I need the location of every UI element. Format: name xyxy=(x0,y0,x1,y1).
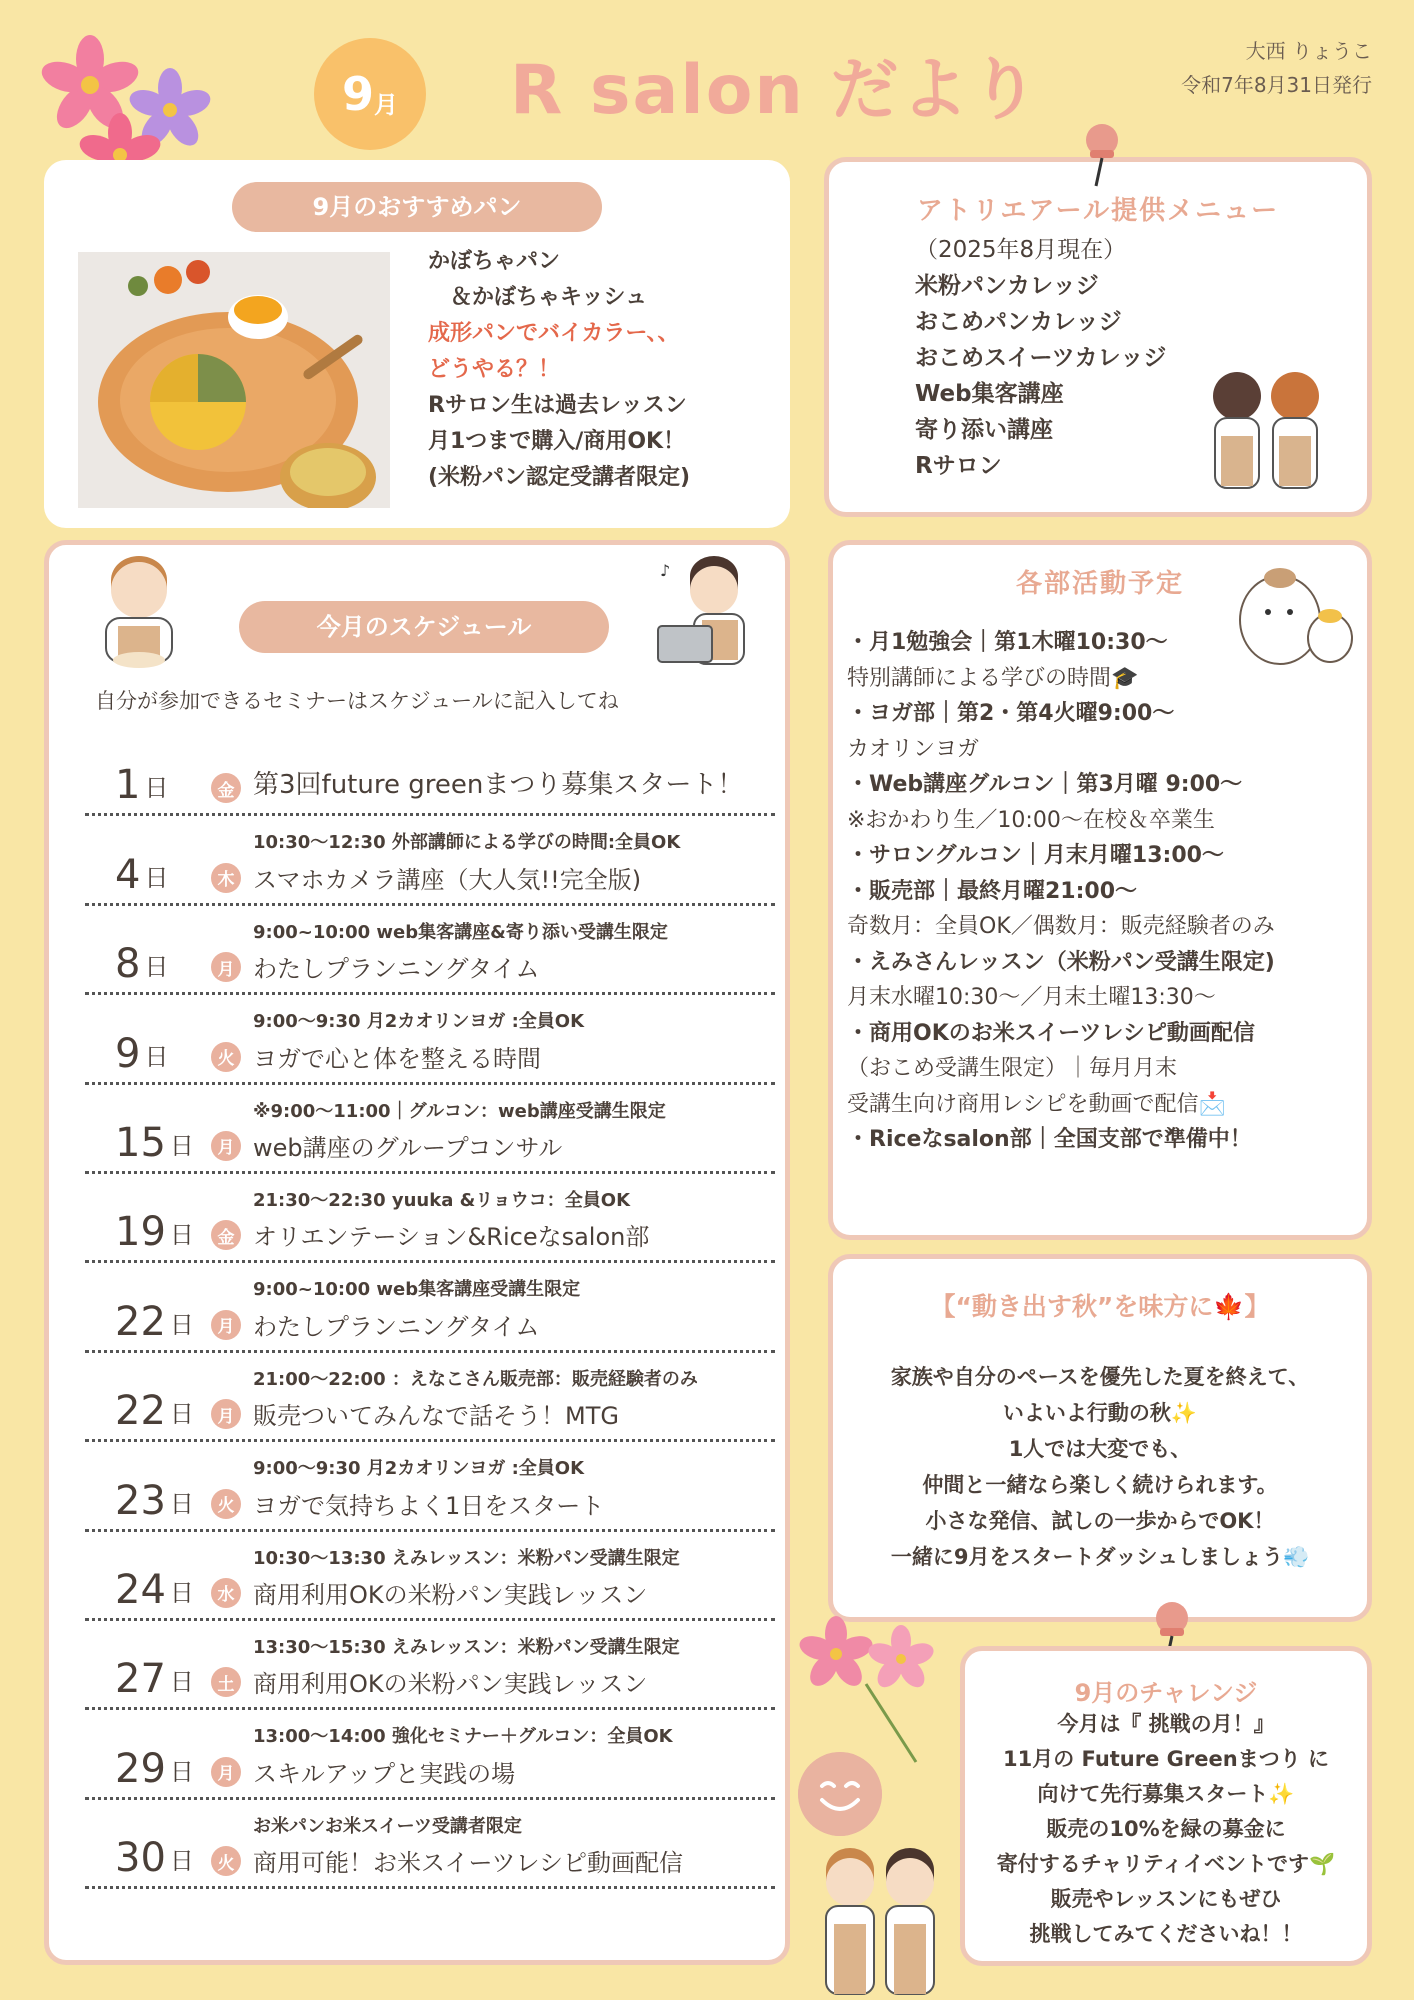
schedule-row xyxy=(85,1174,775,1263)
schedule-event-title: ヨガで心と体を整える時間 xyxy=(253,1044,541,1073)
autumn-message xyxy=(833,1359,1367,1575)
autumn-line: いよいよ行動の秋✨ xyxy=(1002,1401,1198,1425)
atelier-menu-list xyxy=(915,232,1166,484)
day-number: 22 xyxy=(115,1388,166,1435)
schedule-row xyxy=(85,1442,775,1531)
laptop-girl-illustration xyxy=(654,556,754,676)
bread-line: ＆かぼちゃキッシュ xyxy=(428,285,648,310)
day-number: 24 xyxy=(115,1566,166,1613)
smile-face-icon xyxy=(798,1752,882,1836)
activity-line: （おこめ受講生限定）｜毎月月末 xyxy=(847,1056,1178,1081)
schedule-row xyxy=(85,1263,775,1352)
day-unit: 日 xyxy=(169,1131,194,1160)
schedule-time-detail: お米パンお米スイーツ受講者限定 xyxy=(253,1815,522,1837)
challenge-heading: 9月のチャレンジ xyxy=(1074,1679,1258,1707)
autumn-line: 家族や自分のペースを優先した夏を終えて、 xyxy=(890,1365,1310,1389)
atelier-menu-item: Rサロン xyxy=(915,453,1002,479)
activity-line: 受講生向け商用レシピを動画で配信📩 xyxy=(847,1091,1226,1117)
schedule-event-title: オリエンテーション&Riceなsalon部 xyxy=(253,1223,650,1252)
weekday-badge: 土 xyxy=(211,1667,241,1697)
day-unit: 日 xyxy=(144,953,169,982)
atelier-menu-item: おこめスイーツカレッジ xyxy=(915,345,1167,371)
bread-description xyxy=(428,244,690,496)
day-number: 19 xyxy=(115,1209,166,1256)
activity-line: ・Riceなsalon部｜全国支部で準備中！ xyxy=(847,1127,1252,1152)
schedule-event-title: 第3回future greenまつり募集スタート！ xyxy=(253,770,744,801)
schedule-day xyxy=(115,1568,203,1612)
day-number: 15 xyxy=(115,1119,166,1166)
schedule-time-detail: 9:00~10:00 web集客講座&寄り添い受講生限定 xyxy=(253,921,668,943)
bread-line: どうやる？！ xyxy=(428,357,561,382)
schedule-row xyxy=(85,1085,775,1174)
weekday-badge: 月 xyxy=(211,1399,241,1429)
two-girls-illustration xyxy=(810,1840,950,2000)
challenge-line: 向けて先行募集スタート✨ xyxy=(1037,1782,1295,1806)
activity-line: ・サロングルコン｜月末月曜13:00〜 xyxy=(847,843,1224,868)
schedule-row xyxy=(85,1800,775,1889)
challenge-line: 11月の Future Greenまつり に xyxy=(1002,1747,1330,1771)
day-number: 27 xyxy=(115,1656,166,1703)
activities-heading: 各部活動予定 xyxy=(1015,569,1184,599)
autumn-line: 1人では大変でも、 xyxy=(1008,1437,1192,1461)
challenge-line: 販売やレッスンにもぜひ xyxy=(1050,1887,1282,1911)
schedule-day xyxy=(115,1479,203,1523)
schedule-time-detail: 13:30〜15:30 えみレッスン：米粉パン受講生限定 xyxy=(253,1636,680,1658)
weekday-badge: 金 xyxy=(211,773,241,803)
schedule-list xyxy=(85,727,775,1889)
schedule-day xyxy=(115,853,203,897)
day-number: 4 xyxy=(115,851,141,898)
schedule-heading: 今月のスケジュール xyxy=(239,601,609,653)
schedule-day xyxy=(115,1121,203,1165)
issue-date: 令和7年8月31日発行 xyxy=(1181,73,1372,97)
schedule-row xyxy=(85,1532,775,1621)
activity-line: ・月1勉強会｜第1木曜10:30〜 xyxy=(847,630,1168,655)
weekday-badge: 木 xyxy=(211,863,241,893)
schedule-time-detail: 9:00〜9:30 月2カオリンヨガ :全員OK xyxy=(253,1011,585,1033)
day-number: 1 xyxy=(115,762,141,809)
day-unit: 日 xyxy=(169,1668,194,1697)
challenge-line: 今月は『 挑戦の月！』 xyxy=(1057,1712,1275,1736)
schedule-row xyxy=(85,1710,775,1799)
activity-line: 奇数月：全員OK／偶数月：販売経験者のみ xyxy=(847,914,1275,939)
schedule-time-detail: 21:30〜22:30 yuuka &リョウコ：全員OK xyxy=(253,1189,631,1211)
day-unit: 日 xyxy=(144,863,169,892)
month-number: 9 xyxy=(341,67,374,121)
weekday-badge: 月 xyxy=(211,1757,241,1787)
schedule-row xyxy=(85,995,775,1084)
schedule-event-title: スマホカメラ講座（大人気!!完全版) xyxy=(253,865,642,894)
challenge-line: 販売の10%を緑の募金に xyxy=(1046,1817,1286,1841)
schedule-time-detail: ※9:00〜11:00｜グルコン：web講座受講生限定 xyxy=(253,1100,666,1122)
bread-heading: 9月のおすすめパン xyxy=(232,182,602,232)
baking-girl-illustration xyxy=(84,550,194,670)
schedule-event-title: わたしプランニングタイム xyxy=(253,1312,540,1341)
weekday-badge: 月 xyxy=(211,952,241,982)
day-unit: 日 xyxy=(144,1042,169,1071)
weekday-badge: 火 xyxy=(211,1042,241,1072)
day-unit: 日 xyxy=(169,1847,194,1876)
schedule-day xyxy=(115,1389,203,1433)
challenge-line: 寄付するチャリティイベントです🌱 xyxy=(996,1852,1336,1876)
schedule-row xyxy=(85,906,775,995)
bread-line: 月1つまで購入/商用OK！ xyxy=(428,429,686,454)
activity-line: ・商用OKのお米スイーツレシピ動画配信 xyxy=(847,1020,1255,1046)
autumn-heading: 【“動き出す秋”を味方に🍁】 xyxy=(930,1292,1270,1321)
atelier-menu-card xyxy=(824,157,1372,517)
month-unit: 月 xyxy=(374,90,398,119)
author-name: 大西 りょうこ xyxy=(1245,39,1372,63)
svg-text:♪: ♪ xyxy=(660,561,671,580)
schedule-event-title: 商用利用OKの米粉パン実践レッスン xyxy=(253,1580,648,1609)
schedule-day xyxy=(115,1747,203,1791)
schedule-event-title: 販売ついてみんなで話そう！MTG xyxy=(253,1402,619,1431)
rice-mascot-illustration xyxy=(1228,560,1358,670)
schedule-day xyxy=(115,763,203,807)
recommended-bread-card xyxy=(44,160,790,528)
bread-line: (米粉パン認定受講者限定) xyxy=(428,465,691,490)
activity-line: ※おかわり生／10:00〜在校＆卒業生 xyxy=(847,807,1215,833)
activity-line: 特別講師による学びの時間🎓 xyxy=(847,665,1139,691)
day-unit: 日 xyxy=(169,1489,194,1518)
activity-line: ・えみさんレッスン（米粉パン受講生限定) xyxy=(847,949,1275,975)
atelier-menu-item: 寄り添い講座 xyxy=(915,417,1053,443)
atelier-menu-item: おこめパンカレッジ xyxy=(915,309,1122,335)
day-unit: 日 xyxy=(169,1310,194,1339)
schedule-event-title: 商用可能！お米スイーツレシピ動画配信 xyxy=(253,1849,683,1878)
day-number: 23 xyxy=(115,1477,166,1524)
weekday-badge: 月 xyxy=(211,1310,241,1340)
schedule-day xyxy=(115,942,203,986)
schedule-event-title: わたしプランニングタイム xyxy=(253,955,540,984)
schedule-event-title: スキルアップと実践の場 xyxy=(253,1759,516,1788)
weekday-badge: 水 xyxy=(211,1578,241,1608)
day-number: 30 xyxy=(115,1835,166,1882)
day-unit: 日 xyxy=(169,1221,194,1250)
schedule-time-detail: 9:00~10:00 web集客講座受講生限定 xyxy=(253,1279,581,1301)
month-badge xyxy=(314,38,426,150)
schedule-time-detail: 9:00〜9:30 月2カオリンヨガ :全員OK xyxy=(253,1458,585,1480)
weekday-badge: 火 xyxy=(211,1489,241,1519)
day-number: 9 xyxy=(115,1030,141,1077)
schedule-day xyxy=(115,1657,203,1701)
autumn-message-card xyxy=(828,1254,1372,1622)
day-number: 29 xyxy=(115,1745,166,1792)
pumpkin-bread-photo xyxy=(78,252,390,508)
schedule-note: 自分が参加できるセミナーはスケジュールに記入してね xyxy=(95,689,619,713)
day-unit: 日 xyxy=(169,1400,194,1429)
activity-line: 月末水曜10:30〜／月末土曜13:30〜 xyxy=(847,985,1216,1010)
day-unit: 日 xyxy=(169,1757,194,1786)
bread-line: かぼちゃパン xyxy=(428,249,561,274)
schedule-day xyxy=(115,1300,203,1344)
day-unit: 日 xyxy=(144,774,169,803)
cosmos-flowers-illustration xyxy=(796,1614,946,1764)
activity-line: ・Web講座グルコン｜第3月曜 9:00〜 xyxy=(847,772,1243,797)
two-people-illustration xyxy=(1197,356,1337,506)
schedule-event-title: ヨガで気持ちよく1日をスタート xyxy=(253,1491,605,1520)
author-block xyxy=(1181,34,1372,102)
newsletter-title: R salon だより xyxy=(510,51,1041,130)
schedule-row xyxy=(85,1621,775,1710)
schedule-time-detail: 21:00〜22:00 ：えなこさん販売部：販売経験者のみ xyxy=(253,1368,698,1390)
schedule-row xyxy=(85,816,775,905)
schedule-day xyxy=(115,1836,203,1880)
autumn-line: 仲間と一緒なら楽しく続けられます。 xyxy=(922,1473,1278,1497)
schedule-day xyxy=(115,1210,203,1254)
schedule-event-title: web講座のグループコンサル xyxy=(253,1133,563,1162)
schedule-time-detail: 10:30〜13:30 えみレッスン：米粉パン受講生限定 xyxy=(253,1547,680,1569)
autumn-line: 小さな発信、試しの一歩からでOK！ xyxy=(925,1509,1275,1533)
schedule-time-detail: 10:30〜12:30 外部講師による学びの時間:全員OK xyxy=(253,832,681,854)
autumn-line: 一緒に9月をスタートダッシュしましょう💨 xyxy=(890,1545,1310,1569)
atelier-menu-item: 米粉パンカレッジ xyxy=(915,273,1099,299)
atelier-as-of: （2025年8月現在） xyxy=(915,237,1127,263)
weekday-badge: 火 xyxy=(211,1846,241,1876)
day-number: 22 xyxy=(115,1298,166,1345)
monthly-schedule-card xyxy=(44,540,790,1965)
schedule-row xyxy=(85,1353,775,1442)
activity-line: ・販売部｜最終月曜21:00〜 xyxy=(847,878,1138,904)
bread-line: Rサロン生は過去レッスン xyxy=(428,393,687,418)
schedule-row xyxy=(85,727,775,816)
weekday-badge: 月 xyxy=(211,1131,241,1161)
day-number: 8 xyxy=(115,941,141,988)
schedule-day xyxy=(115,1032,203,1076)
challenge-message xyxy=(965,1707,1367,1952)
weekday-badge: 金 xyxy=(211,1220,241,1250)
schedule-time-detail: 13:00〜14:00 強化セミナー＋グルコン：全員OK xyxy=(253,1726,673,1748)
challenge-line: 挑戦してみてくださいね！！ xyxy=(1029,1922,1303,1946)
activity-line: ・ヨガ部｜第2・第4火曜9:00〜 xyxy=(847,701,1175,726)
monthly-challenge-card xyxy=(960,1646,1372,1966)
pushpin-icon xyxy=(1080,120,1124,190)
atelier-menu-item: Web集客講座 xyxy=(915,381,1064,407)
bread-line: 成形パンでバイカラー、、 xyxy=(428,321,680,346)
day-unit: 日 xyxy=(169,1578,194,1607)
activities-list xyxy=(847,625,1275,1158)
activity-line: カオリンヨガ xyxy=(847,736,980,762)
schedule-event-title: 商用利用OKの米粉パン実践レッスン xyxy=(253,1670,648,1699)
atelier-heading: アトリエアール提供メニュー xyxy=(916,196,1280,226)
